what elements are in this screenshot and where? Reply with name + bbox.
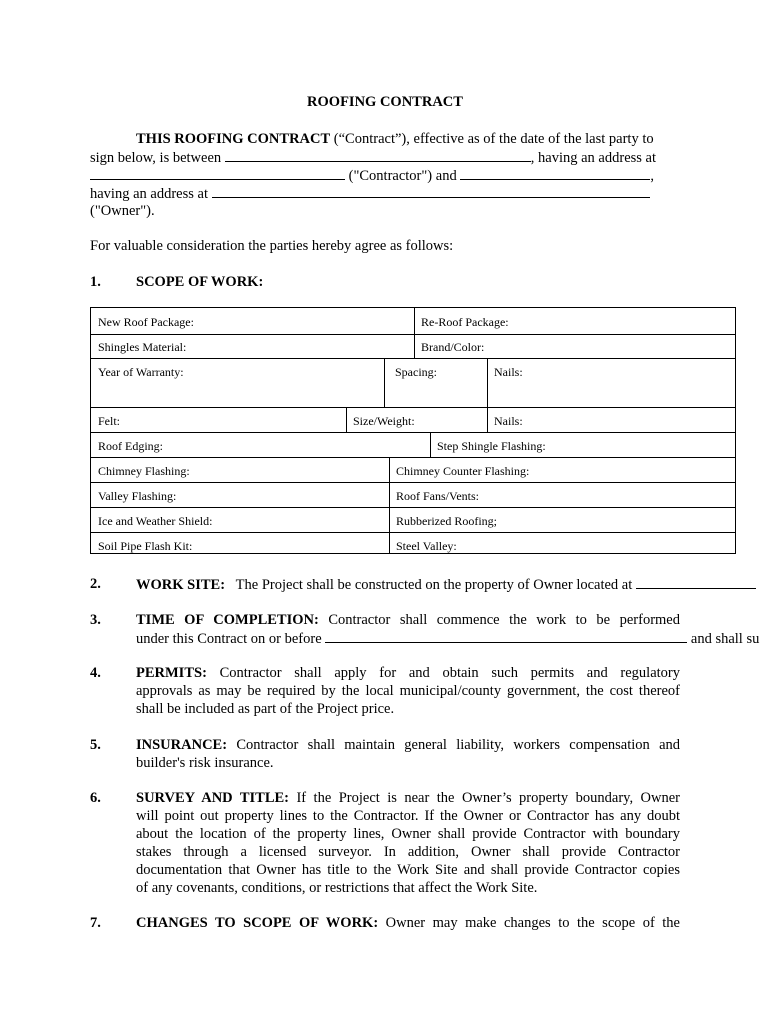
spacing-label: Spacing:	[395, 365, 437, 379]
felt-label: Felt:	[98, 414, 121, 428]
section-4-text-1: Contractor shall apply for and obtain such permits and regulatory	[219, 665, 680, 681]
document-title: ROOFING CONTRACT	[307, 94, 463, 110]
section-3-text-1: Contractor shall commence the work to be performed	[328, 612, 680, 628]
size-weight-label: Size/Weight:	[353, 414, 415, 428]
intro-line-4	[90, 184, 650, 203]
section-6-text-5: documentation that Owner has title to the Work Site and shall provide Contractor copies	[136, 862, 680, 878]
intro-address-label: , having an address at	[530, 150, 657, 166]
section-6-text-1: If the Project is near the Owner’s property boundary, Owner	[296, 790, 680, 806]
contractor-address-blank[interactable]	[90, 166, 345, 180]
year-of-warranty-label: Year of Warranty:	[98, 365, 184, 379]
intro-owner-label: ("Owner").	[90, 203, 155, 219]
ice-weather-shield-label: Ice and Weather Shield:	[98, 514, 213, 528]
scope-of-work-table	[90, 307, 736, 554]
section-5-heading: INSURANCE:	[136, 737, 228, 753]
valley-flashing-label: Valley Flashing:	[98, 489, 177, 503]
section-2-number: 2.	[90, 576, 101, 592]
intro-owner-address-label: having an address at	[90, 186, 208, 202]
section-6-number: 6.	[90, 790, 101, 806]
section-3-heading: TIME OF COMPLETION:	[136, 612, 319, 628]
owner-name-blank[interactable]	[460, 166, 650, 180]
section-3-line-2	[136, 629, 759, 648]
nails-label-2: Nails:	[494, 414, 523, 428]
section-7-number: 7.	[90, 915, 101, 931]
contractor-name-blank[interactable]	[225, 148, 531, 162]
section-4-number: 4.	[90, 665, 101, 681]
intro-comma: ,	[650, 168, 654, 184]
shingles-material-label: Shingles Material:	[98, 340, 187, 354]
new-roof-package-label: New Roof Package:	[98, 315, 194, 329]
owner-address-blank[interactable]	[212, 184, 650, 198]
chimney-flashing-label: Chimney Flashing:	[98, 464, 190, 478]
section-4-heading: PERMITS:	[136, 665, 207, 681]
section-2-line	[136, 575, 756, 594]
re-roof-package-label: Re-Roof Package:	[421, 315, 509, 329]
section-5-text-1: Contractor shall maintain general liability, workers compensation and	[236, 737, 681, 753]
step-shingle-flashing-label: Step Shingle Flashing:	[437, 439, 546, 453]
section-4-text-2: approvals as may be required by the local municipal/county government, the cost thereof	[136, 683, 680, 699]
soil-pipe-flash-kit-label: Soil Pipe Flash Kit:	[98, 539, 193, 553]
section-1-number: 1.	[90, 274, 101, 290]
start-date-blank[interactable]	[325, 629, 687, 643]
work-site-address-blank[interactable]	[636, 575, 756, 589]
brand-color-label: Brand/Color:	[421, 340, 485, 354]
section-5-number: 5.	[90, 737, 101, 753]
steel-valley-label: Steel Valley:	[396, 539, 457, 553]
section-6-text-3: about the location of the property lines, Owner shall provide Contractor with boundary	[136, 826, 680, 842]
intro-line-2	[90, 148, 656, 167]
section-4-text-3: shall be included as part of the Project price.	[136, 701, 395, 717]
section-3-number: 3.	[90, 612, 101, 628]
intro-line-1	[136, 130, 654, 148]
rubberized-roofing-label: Rubberized Roofing;	[396, 514, 497, 528]
section-1-heading: SCOPE OF WORK:	[136, 274, 264, 290]
section-3-line-1	[136, 611, 680, 629]
section-6-heading: SURVEY AND TITLE:	[136, 790, 289, 806]
intro-bold: THIS ROOFING CONTRACT	[136, 131, 331, 147]
section-6-text-2: will point out property lines to the Contractor. If the Owner or Contractor has any doubt	[136, 808, 680, 824]
nails-label-1: Nails:	[494, 365, 523, 379]
section-5-text-2: builder's risk insurance.	[136, 755, 274, 771]
chimney-counter-flashing-label: Chimney Counter Flashing:	[396, 464, 530, 478]
section-7-line-1	[136, 914, 680, 932]
section-6-text-6: of any covenants, conditions, or restrictions that affect the Work Site.	[136, 880, 538, 896]
roof-edging-label: Roof Edging:	[98, 439, 163, 453]
section-2-heading: WORK SITE:	[136, 577, 226, 593]
section-7-text-1: Owner may make changes to the scope of the	[385, 915, 680, 931]
section-5-line-1	[136, 736, 680, 754]
section-6-line-1	[136, 789, 680, 807]
section-3-text-2: under this Contract on or before	[136, 631, 322, 647]
consideration-text: For valuable consideration the parties hereby agree as follows:	[90, 238, 454, 254]
intro-between: sign below, is between	[90, 150, 222, 166]
intro-line-3	[90, 166, 654, 185]
roof-fans-vents-label: Roof Fans/Vents:	[396, 489, 480, 503]
intro-contractor-label: ("Contractor") and	[345, 168, 461, 184]
intro-text: (“Contract”), effective as of the date of the last party to	[330, 131, 654, 147]
section-7-heading: CHANGES TO SCOPE OF WORK:	[136, 915, 379, 931]
section-4-line-1	[136, 664, 680, 682]
section-6-text-4: stakes through a licensed surveyor. In addition, Owner shall provide Contractor	[136, 844, 680, 860]
section-3-text-2-end: and shall su	[690, 631, 760, 647]
section-2-text: The Project shall be constructed on the property of Owner located at	[235, 577, 633, 593]
